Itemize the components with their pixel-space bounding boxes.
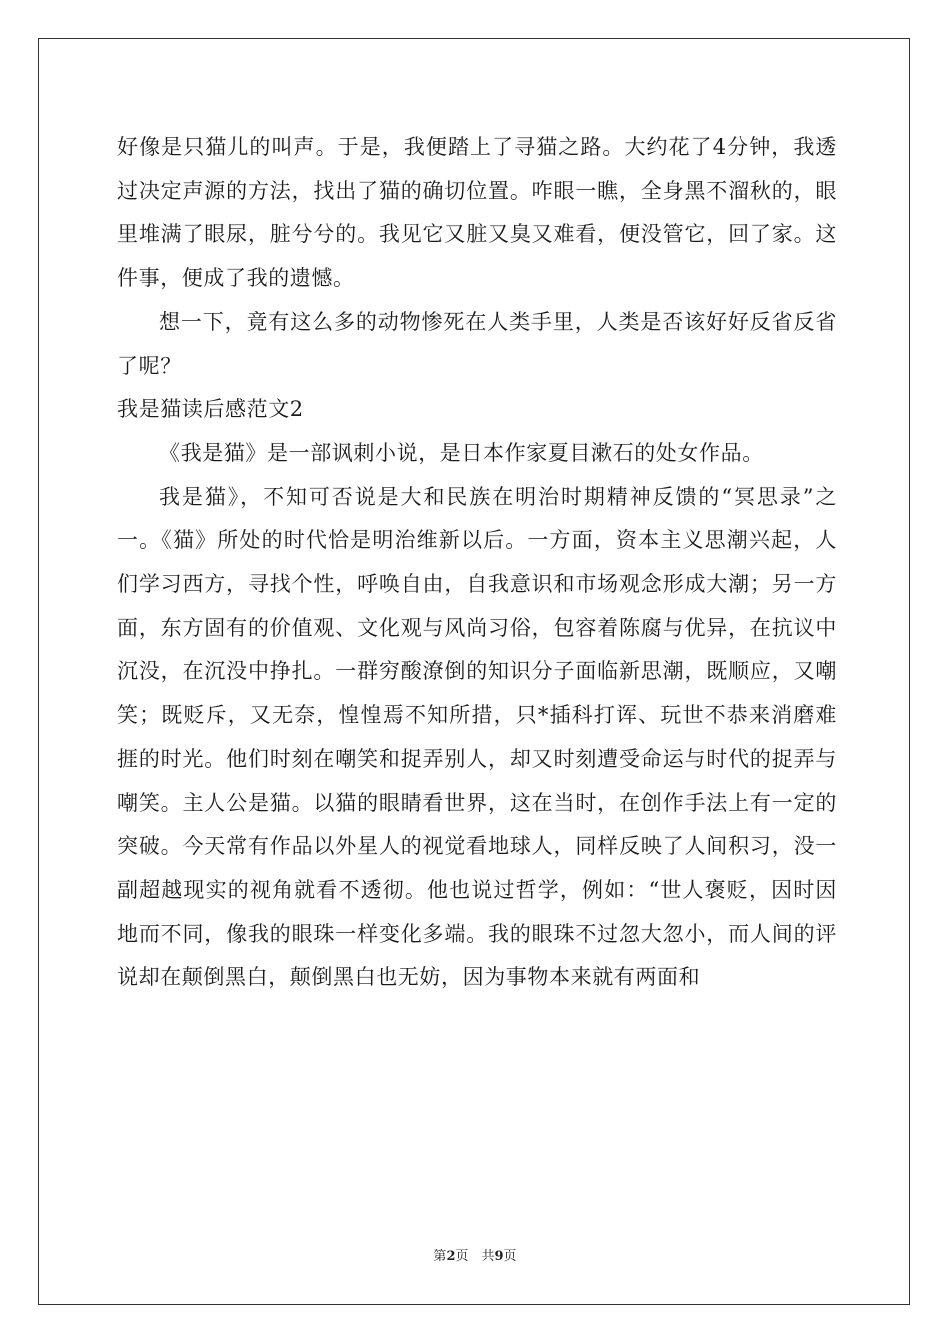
paragraph-4: 我是猫》，不知可否说是大和民族在明治时期精神反馈的“冥思录”之一。《猫》所处的时代恰是明治维新以后。一方面，资本主义思潮兴起，人们学习西方，寻找个性，呼唤自由，自我意识和市场观念形成大潮；另一方面，东方固有的价值观、文化观与风尚习俗，包容着陈腐与优异，在抗议中沉没，在沉没中挣扎。一群穷酸潦倒的知识分子面临新思潮，既顺应，又嘲笑；既贬斥，又无奈，惶惶焉不知所措，只*插科打诨、玩世不恭来消磨难捱的时光。他们时刻在嘲笑和捉弄别人，却又时刻遭受命运与时代的捉弄与嘲笑。主人公是猫。以猫的眼睛看世界，这在当时，在创作手法上有一定的突破。今天常有作品以外星人的视觉看地球人，同样反映了人间积习，没一副超越现实的视角就看不透彻。他也说过哲学，例如：“世人褒贬，因时因地而不同，像我的眼珠一样变化多端。我的眼珠不过忽大忽小，而人间的评说却在颠倒黑白，颠倒黑白也无妨，因为事物本来就有两面和 (117, 484, 837, 990)
total-page-number: 9 (494, 1249, 504, 1264)
document-body (117, 126, 837, 1000)
footer-prefix: 第 (433, 1249, 447, 1264)
page-footer (0, 1245, 950, 1264)
paragraph-3: 《我是猫》是一部讽刺小说，是日本作家夏目漱石的处女作品。 (159, 440, 764, 465)
paragraph-1: 好像是只猫儿的叫声。于是，我便踏上了寻猫之路。大约花了4分钟，我透过决定声源的方法，找出了猫的确切位置。咋眼一瞧，全身黑不溜秋的，眼里堆满了眼尿，脏兮兮的。我见它又脏又臭又难看，便没管它，回了家。这件事，便成了我的遗憾。 (117, 135, 837, 291)
current-page-number: 2 (446, 1249, 456, 1264)
paragraph-2: 想一下，竟有这么多的动物惨死在人类手里，人类是否该好好反省反省了呢？ (117, 309, 837, 378)
footer-mid: 页 共 (455, 1249, 495, 1264)
footer-suffix: 页 (503, 1249, 517, 1264)
section-heading: 我是猫读后感范文2 (117, 397, 304, 422)
